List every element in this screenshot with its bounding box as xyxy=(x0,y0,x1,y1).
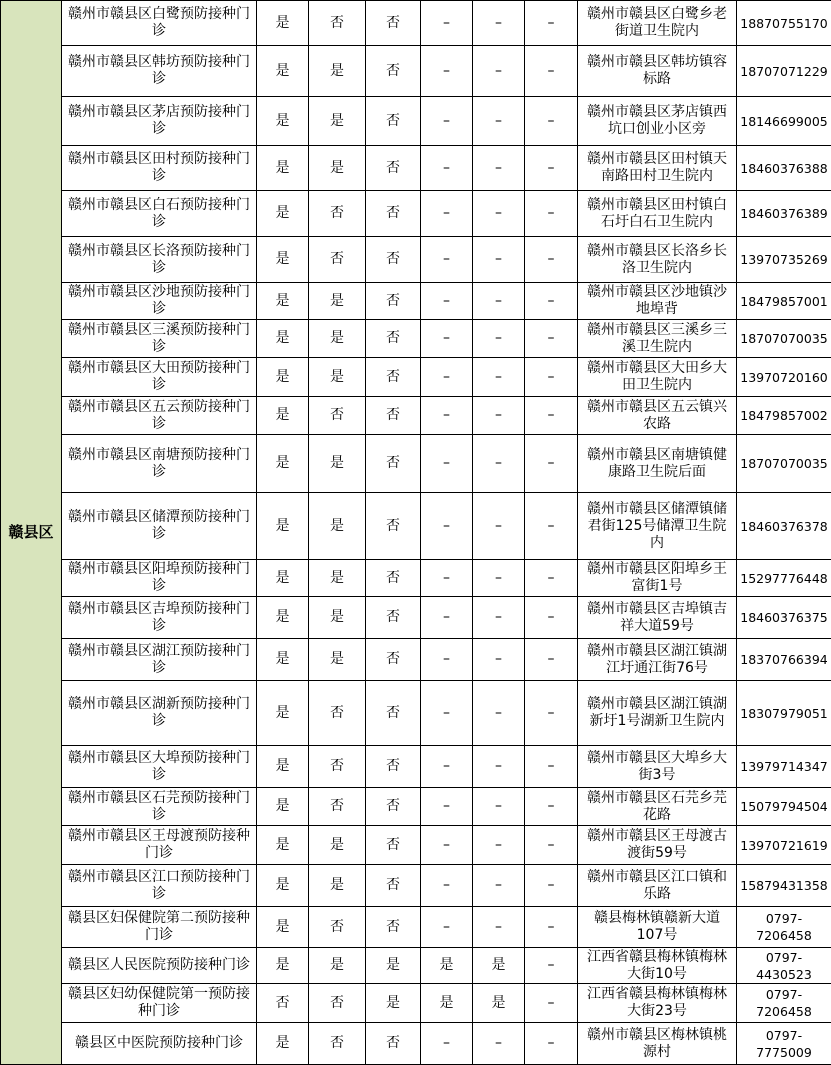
col-4-cell: – xyxy=(421,597,473,639)
col-5-cell: – xyxy=(473,788,525,826)
col-5-cell: – xyxy=(473,283,525,320)
col-6-cell: – xyxy=(525,788,578,826)
phone-cell: 0797-7206458 xyxy=(737,984,831,1023)
col-4-cell: – xyxy=(421,907,473,948)
table-row xyxy=(1,597,831,639)
address-cell: 赣州市赣县区梅林镇桃源村 xyxy=(578,1023,737,1065)
col-6-cell: – xyxy=(525,283,578,320)
col-1-cell: 是 xyxy=(257,237,309,283)
col-5-cell: – xyxy=(473,907,525,948)
col-6-cell: – xyxy=(525,397,578,435)
col-6-cell: – xyxy=(525,984,578,1023)
col-3-cell: 否 xyxy=(366,283,421,320)
address-cell: 江西省赣县梅林镇梅林大街10号 xyxy=(578,948,737,984)
col-5-cell: – xyxy=(473,681,525,746)
col-2-cell: 是 xyxy=(309,320,366,358)
col-4-cell: – xyxy=(421,320,473,358)
address-cell: 赣州市赣县区南塘镇健康路卫生院后面 xyxy=(578,435,737,493)
col-3-cell: 否 xyxy=(366,788,421,826)
col-4-cell: – xyxy=(421,865,473,907)
table-row xyxy=(1,1023,831,1065)
address-cell: 赣州市赣县区王母渡古渡街59号 xyxy=(578,826,737,865)
col-3-cell: 否 xyxy=(366,907,421,948)
table-row xyxy=(1,397,831,435)
col-2-cell: 否 xyxy=(309,191,366,237)
table-row xyxy=(1,560,831,597)
phone-cell: 18479857002 xyxy=(737,397,831,435)
phone-cell: 18707071229 xyxy=(737,46,831,97)
address-cell: 赣州市赣县区韩坊镇容标路 xyxy=(578,46,737,97)
address-cell: 赣州市赣县区沙地镇沙地埠背 xyxy=(578,283,737,320)
table-row xyxy=(1,1,831,46)
col-2-cell: 否 xyxy=(309,788,366,826)
col-6-cell: – xyxy=(525,639,578,681)
name-cell: 赣县区人民医院预防接种门诊 xyxy=(62,948,257,984)
name-cell: 赣州市赣县区茅店预防接种门诊 xyxy=(62,97,257,146)
address-cell: 赣州市赣县区吉埠镇吉祥大道59号 xyxy=(578,597,737,639)
col-2-cell: 是 xyxy=(309,435,366,493)
col-5-cell: – xyxy=(473,560,525,597)
address-cell: 赣州市赣县区五云镇兴农路 xyxy=(578,397,737,435)
name-cell: 赣州市赣县区大埠预防接种门诊 xyxy=(62,746,257,788)
col-6-cell: – xyxy=(525,907,578,948)
col-3-cell: 否 xyxy=(366,46,421,97)
col-6-cell: – xyxy=(525,493,578,560)
phone-cell: 13970735269 xyxy=(737,237,831,283)
col-1-cell: 是 xyxy=(257,146,309,191)
col-4-cell: – xyxy=(421,746,473,788)
phone-cell: 15879431358 xyxy=(737,865,831,907)
col-2-cell: 是 xyxy=(309,146,366,191)
col-2-cell: 否 xyxy=(309,1023,366,1065)
phone-cell: 13970720160 xyxy=(737,358,831,397)
col-6-cell: – xyxy=(525,1023,578,1065)
col-2-cell: 否 xyxy=(309,1,366,46)
address-cell: 赣州市赣县区石芫乡芫花路 xyxy=(578,788,737,826)
phone-cell: 18460376389 xyxy=(737,191,831,237)
col-3-cell: 否 xyxy=(366,320,421,358)
name-cell: 赣州市赣县区储潭预防接种门诊 xyxy=(62,493,257,560)
col-2-cell: 否 xyxy=(309,237,366,283)
col-6-cell: – xyxy=(525,826,578,865)
address-cell: 赣州市赣县区三溪乡三溪卫生院内 xyxy=(578,320,737,358)
name-cell: 赣州市赣县区沙地预防接种门诊 xyxy=(62,283,257,320)
phone-cell: 18460376378 xyxy=(737,493,831,560)
col-4-cell: – xyxy=(421,1,473,46)
col-4-cell: – xyxy=(421,283,473,320)
col-4-cell: – xyxy=(421,1023,473,1065)
table-row xyxy=(1,948,831,984)
address-cell: 赣州市赣县区茅店镇西坑口创业小区旁 xyxy=(578,97,737,146)
col-4-cell: – xyxy=(421,191,473,237)
col-1-cell: 是 xyxy=(257,560,309,597)
col-4-cell: 是 xyxy=(421,984,473,1023)
address-cell: 赣州市赣县区田村镇白石圩白石卫生院内 xyxy=(578,191,737,237)
col-3-cell: 是 xyxy=(366,984,421,1023)
address-cell: 赣州市赣县区大埠乡大街3号 xyxy=(578,746,737,788)
col-6-cell: – xyxy=(525,191,578,237)
col-1-cell: 是 xyxy=(257,1023,309,1065)
name-cell: 赣州市赣县区韩坊预防接种门诊 xyxy=(62,46,257,97)
address-cell: 赣州市赣县区湖江镇湖新圩1号湖新卫生院内 xyxy=(578,681,737,746)
col-3-cell: 否 xyxy=(366,435,421,493)
col-3-cell: 否 xyxy=(366,681,421,746)
col-3-cell: 否 xyxy=(366,826,421,865)
table-row xyxy=(1,97,831,146)
table-row xyxy=(1,746,831,788)
col-4-cell: – xyxy=(421,237,473,283)
col-3-cell: 否 xyxy=(366,397,421,435)
phone-cell: 13970721619 xyxy=(737,826,831,865)
phone-cell: 18146699005 xyxy=(737,97,831,146)
col-3-cell: 否 xyxy=(366,493,421,560)
name-cell: 赣州市赣县区长洛预防接种门诊 xyxy=(62,237,257,283)
col-4-cell: – xyxy=(421,681,473,746)
col-2-cell: 是 xyxy=(309,948,366,984)
col-1-cell: 是 xyxy=(257,435,309,493)
col-6-cell: – xyxy=(525,435,578,493)
col-3-cell: 否 xyxy=(366,639,421,681)
name-cell: 赣州市赣县区白鹭预防接种门诊 xyxy=(62,1,257,46)
col-6-cell: – xyxy=(525,1,578,46)
table-row xyxy=(1,493,831,560)
name-cell: 赣州市赣县区湖新预防接种门诊 xyxy=(62,681,257,746)
col-4-cell: – xyxy=(421,493,473,560)
table-row xyxy=(1,681,831,746)
col-6-cell: – xyxy=(525,46,578,97)
name-cell: 赣州市赣县区江口预防接种门诊 xyxy=(62,865,257,907)
col-6-cell: – xyxy=(525,865,578,907)
table-row xyxy=(1,865,831,907)
col-1-cell: 是 xyxy=(257,948,309,984)
table-row xyxy=(1,46,831,97)
table-row xyxy=(1,283,831,320)
col-3-cell: 否 xyxy=(366,865,421,907)
phone-cell: 18479857001 xyxy=(737,283,831,320)
col-1-cell: 是 xyxy=(257,865,309,907)
col-1-cell: 是 xyxy=(257,191,309,237)
col-5-cell: – xyxy=(473,397,525,435)
col-1-cell: 是 xyxy=(257,907,309,948)
col-6-cell: – xyxy=(525,681,578,746)
col-3-cell: 否 xyxy=(366,1023,421,1065)
col-1-cell: 是 xyxy=(257,639,309,681)
col-4-cell: – xyxy=(421,397,473,435)
table-row xyxy=(1,358,831,397)
col-1-cell: 是 xyxy=(257,1,309,46)
table-row xyxy=(1,146,831,191)
col-3-cell: 否 xyxy=(366,560,421,597)
col-1-cell: 是 xyxy=(257,597,309,639)
col-1-cell: 是 xyxy=(257,493,309,560)
col-4-cell: – xyxy=(421,639,473,681)
col-5-cell: – xyxy=(473,1,525,46)
col-2-cell: 否 xyxy=(309,746,366,788)
col-2-cell: 是 xyxy=(309,97,366,146)
col-6-cell: – xyxy=(525,948,578,984)
col-5-cell: – xyxy=(473,358,525,397)
col-5-cell: – xyxy=(473,97,525,146)
name-cell: 赣州市赣县区五云预防接种门诊 xyxy=(62,397,257,435)
col-1-cell: 否 xyxy=(257,984,309,1023)
col-3-cell: 否 xyxy=(366,191,421,237)
col-2-cell: 否 xyxy=(309,984,366,1023)
col-2-cell: 是 xyxy=(309,639,366,681)
col-2-cell: 否 xyxy=(309,397,366,435)
table-row xyxy=(1,984,831,1023)
address-cell: 赣县梅林镇赣新大道107号 xyxy=(578,907,737,948)
address-cell: 江西省赣县梅林镇梅林大街23号 xyxy=(578,984,737,1023)
col-3-cell: 否 xyxy=(366,146,421,191)
table-row xyxy=(1,237,831,283)
col-5-cell: – xyxy=(473,46,525,97)
col-6-cell: – xyxy=(525,358,578,397)
phone-cell: 18307979051 xyxy=(737,681,831,746)
col-1-cell: 是 xyxy=(257,46,309,97)
name-cell: 赣州市赣县区王母渡预防接种门诊 xyxy=(62,826,257,865)
col-5-cell: – xyxy=(473,597,525,639)
col-1-cell: 是 xyxy=(257,358,309,397)
col-4-cell: – xyxy=(421,97,473,146)
name-cell: 赣州市赣县区三溪预防接种门诊 xyxy=(62,320,257,358)
col-3-cell: 否 xyxy=(366,597,421,639)
col-2-cell: 是 xyxy=(309,826,366,865)
col-3-cell: 是 xyxy=(366,948,421,984)
name-cell: 赣县区中医院预防接种门诊 xyxy=(62,1023,257,1065)
col-4-cell: – xyxy=(421,435,473,493)
col-1-cell: 是 xyxy=(257,320,309,358)
col-1-cell: 是 xyxy=(257,283,309,320)
phone-cell: 0797-7206458 xyxy=(737,907,831,948)
col-6-cell: – xyxy=(525,560,578,597)
col-5-cell: – xyxy=(473,826,525,865)
col-5-cell: – xyxy=(473,493,525,560)
col-2-cell: 是 xyxy=(309,46,366,97)
phone-cell: 18370766394 xyxy=(737,639,831,681)
col-1-cell: 是 xyxy=(257,746,309,788)
table-row xyxy=(1,788,831,826)
name-cell: 赣州市赣县区湖江预防接种门诊 xyxy=(62,639,257,681)
col-3-cell: 否 xyxy=(366,237,421,283)
col-5-cell: – xyxy=(473,865,525,907)
col-5-cell: – xyxy=(473,237,525,283)
col-6-cell: – xyxy=(525,97,578,146)
phone-cell: 15079794504 xyxy=(737,788,831,826)
col-2-cell: 是 xyxy=(309,865,366,907)
col-2-cell: 否 xyxy=(309,681,366,746)
phone-cell: 18707070035 xyxy=(737,320,831,358)
col-4-cell: – xyxy=(421,826,473,865)
phone-cell: 0797-7775009 xyxy=(737,1023,831,1065)
address-cell: 赣州市赣县区大田乡大田卫生院内 xyxy=(578,358,737,397)
col-4-cell: – xyxy=(421,788,473,826)
name-cell: 赣州市赣县区白石预防接种门诊 xyxy=(62,191,257,237)
table-row xyxy=(1,191,831,237)
address-cell: 赣州市赣县区长洛乡长洛卫生院内 xyxy=(578,237,737,283)
col-5-cell: – xyxy=(473,435,525,493)
col-1-cell: 是 xyxy=(257,397,309,435)
phone-cell: 18460376375 xyxy=(737,597,831,639)
col-5-cell: – xyxy=(473,639,525,681)
col-4-cell: – xyxy=(421,358,473,397)
col-4-cell: – xyxy=(421,46,473,97)
col-3-cell: 否 xyxy=(366,1,421,46)
col-1-cell: 是 xyxy=(257,97,309,146)
col-3-cell: 否 xyxy=(366,97,421,146)
phone-cell: 18870755170 xyxy=(737,1,831,46)
name-cell: 赣州市赣县区吉埠预防接种门诊 xyxy=(62,597,257,639)
table-row xyxy=(1,320,831,358)
col-2-cell: 是 xyxy=(309,560,366,597)
name-cell: 赣州市赣县区石芫预防接种门诊 xyxy=(62,788,257,826)
col-5-cell: 是 xyxy=(473,984,525,1023)
col-6-cell: – xyxy=(525,746,578,788)
table-row xyxy=(1,826,831,865)
table-row xyxy=(1,907,831,948)
table-row xyxy=(1,639,831,681)
col-2-cell: 是 xyxy=(309,493,366,560)
address-cell: 赣州市赣县区储潭镇储君街125号储潭卫生院内 xyxy=(578,493,737,560)
address-cell: 赣州市赣县区湖江镇湖江圩通江街76号 xyxy=(578,639,737,681)
col-4-cell: – xyxy=(421,560,473,597)
col-1-cell: 是 xyxy=(257,788,309,826)
col-1-cell: 是 xyxy=(257,826,309,865)
col-5-cell: 是 xyxy=(473,948,525,984)
col-2-cell: 否 xyxy=(309,907,366,948)
col-6-cell: – xyxy=(525,597,578,639)
name-cell: 赣州市赣县区田村预防接种门诊 xyxy=(62,146,257,191)
name-cell: 赣州市赣县区南塘预防接种门诊 xyxy=(62,435,257,493)
phone-cell: 0797-4430523 xyxy=(737,948,831,984)
col-3-cell: 否 xyxy=(366,358,421,397)
name-cell: 赣州市赣县区阳埠预防接种门诊 xyxy=(62,560,257,597)
col-5-cell: – xyxy=(473,320,525,358)
col-2-cell: 是 xyxy=(309,283,366,320)
col-4-cell: 是 xyxy=(421,948,473,984)
col-5-cell: – xyxy=(473,746,525,788)
phone-cell: 15297776448 xyxy=(737,560,831,597)
table-row xyxy=(1,435,831,493)
col-6-cell: – xyxy=(525,320,578,358)
col-5-cell: – xyxy=(473,191,525,237)
name-cell: 赣县区妇幼保健院第一预防接种门诊 xyxy=(62,984,257,1023)
col-2-cell: 是 xyxy=(309,597,366,639)
col-3-cell: 否 xyxy=(366,746,421,788)
col-6-cell: – xyxy=(525,237,578,283)
name-cell: 赣县区妇保健院第二预防接种门诊 xyxy=(62,907,257,948)
col-4-cell: – xyxy=(421,146,473,191)
col-2-cell: 是 xyxy=(309,358,366,397)
address-cell: 赣州市赣县区田村镇天南路田村卫生院内 xyxy=(578,146,737,191)
district-cell: 赣县区 xyxy=(1,1,62,1065)
address-cell: 赣州市赣县区江口镇和乐路 xyxy=(578,865,737,907)
col-5-cell: – xyxy=(473,1023,525,1065)
clinic-table-body xyxy=(1,1,831,1065)
address-cell: 赣州市赣县区白鹭乡老街道卫生院内 xyxy=(578,1,737,46)
col-6-cell: – xyxy=(525,146,578,191)
phone-cell: 13979714347 xyxy=(737,746,831,788)
phone-cell: 18707070035 xyxy=(737,435,831,493)
address-cell: 赣州市赣县区阳埠乡王富街1号 xyxy=(578,560,737,597)
col-1-cell: 是 xyxy=(257,681,309,746)
phone-cell: 18460376388 xyxy=(737,146,831,191)
col-5-cell: – xyxy=(473,146,525,191)
name-cell: 赣州市赣县区大田预防接种门诊 xyxy=(62,358,257,397)
